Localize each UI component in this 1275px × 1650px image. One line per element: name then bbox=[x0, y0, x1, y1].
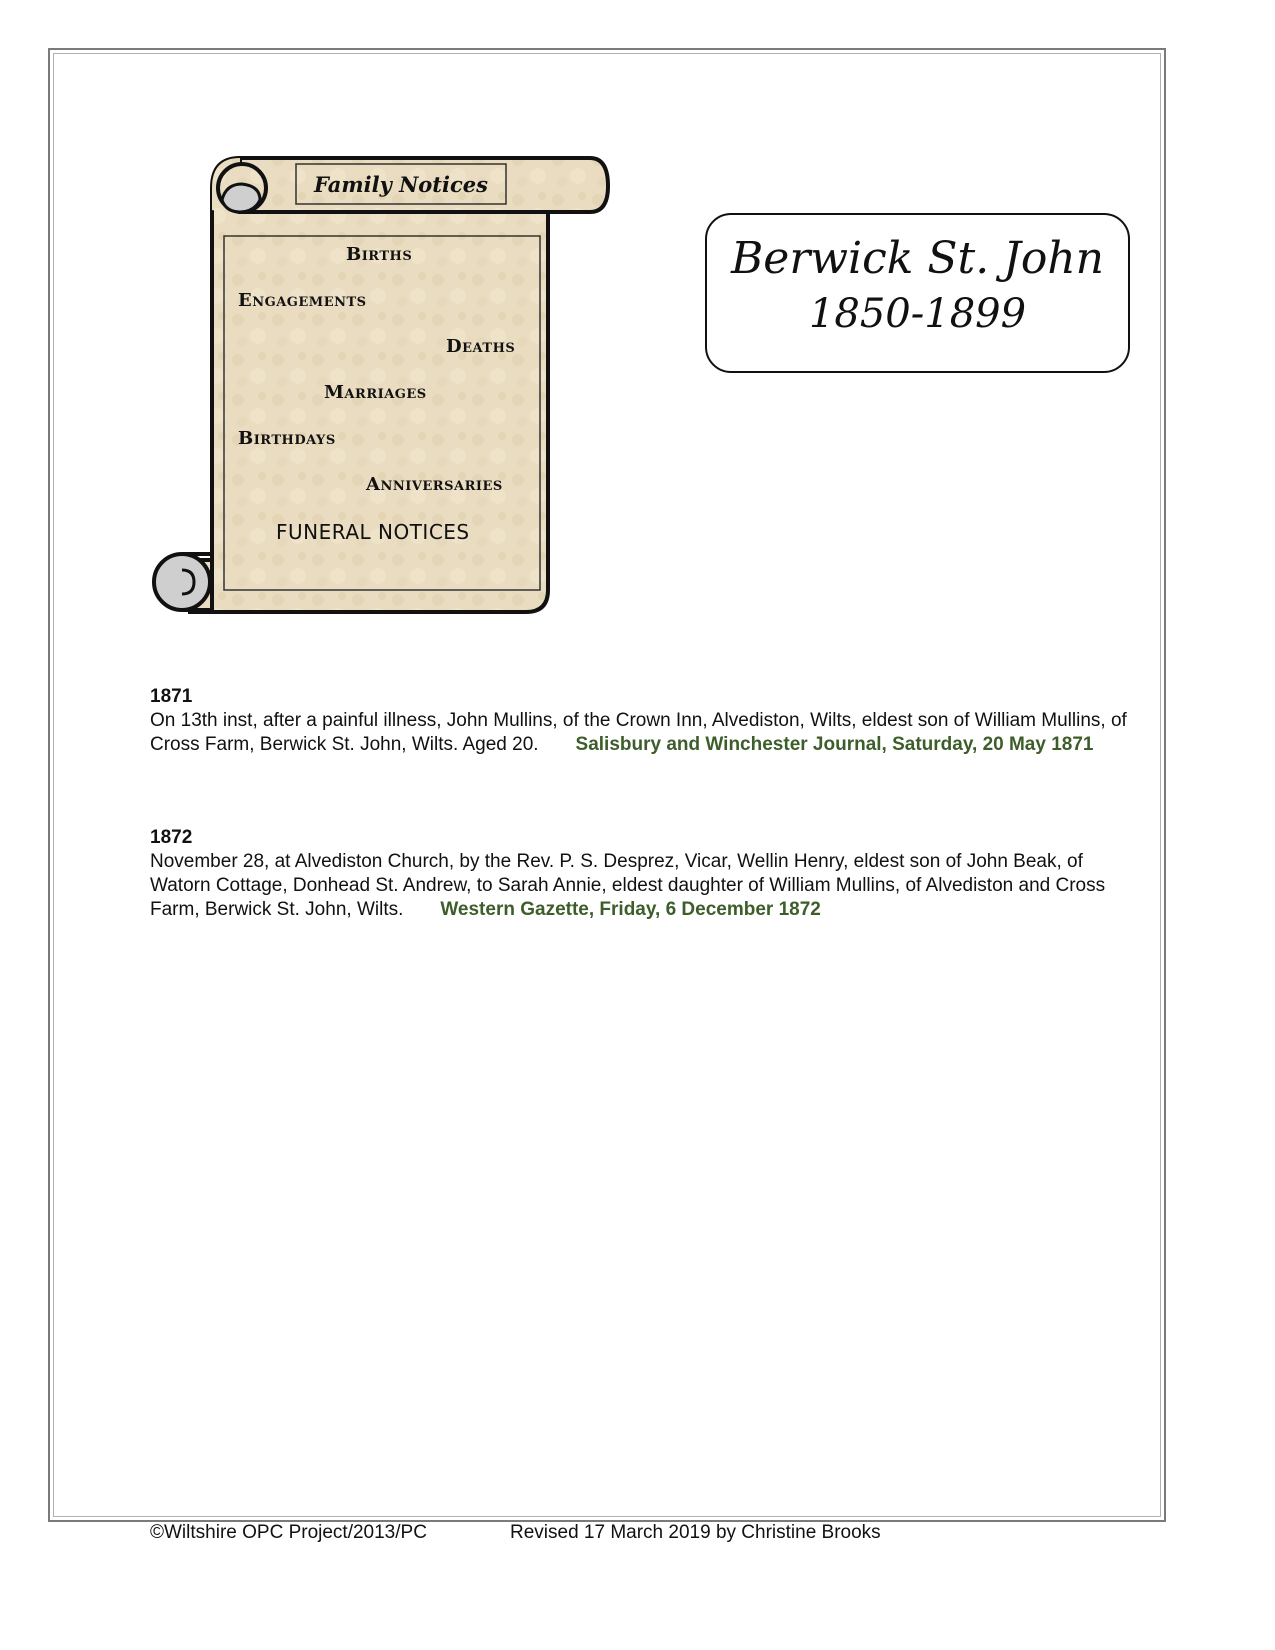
notice-engagements: Engagements bbox=[238, 290, 367, 311]
notice-marriages: Marriages bbox=[324, 382, 427, 403]
notice-funeral: FUNERAL NOTICES bbox=[276, 520, 470, 544]
entry-source: Salisbury and Winchester Journal, Saturday, 20 May 1871 bbox=[575, 734, 1094, 755]
notice-birthdays: Birthdays bbox=[238, 428, 336, 449]
entry-source: Western Gazette, Friday, 6 December 1872 bbox=[440, 899, 821, 920]
notice-entry bbox=[150, 685, 1130, 757]
scroll-heading: Family Notices bbox=[314, 171, 488, 197]
notice-anniversaries: Anniversaries bbox=[366, 474, 503, 495]
title-box bbox=[705, 213, 1130, 373]
entry-year: 1872 bbox=[150, 827, 193, 848]
entry-text: November 28, at Alvediston Church, by the Rev. P. S. Desprez, Vicar, Wellin Henry, eldest son of John Beak, of Watorn Cottage, Donhead St. Andrew, to Sarah Annie, eldest daughter of William Mullins, of Alvediston and Cross Farm, Berwick St. John, Wilts. bbox=[150, 851, 1106, 920]
notice-entry bbox=[150, 826, 1130, 922]
family-notices-scroll bbox=[150, 150, 620, 625]
entry-year: 1871 bbox=[150, 686, 193, 707]
footer-copyright: ©Wiltshire OPC Project/2013/PC bbox=[150, 1522, 427, 1543]
page-date-range: 1850-1899 bbox=[808, 291, 1027, 337]
entry-text: On 13th inst, after a painful illness, John Mullins, of the Crown Inn, Alvediston, Wilts, eldest son of William Mullins, of Cross Farm, Berwick St. John, Wilts. Aged 20. bbox=[150, 710, 1127, 755]
notice-births: Births bbox=[346, 244, 413, 265]
footer-revised: Revised 17 March 2019 by Christine Brooks bbox=[510, 1522, 881, 1543]
page-title: Berwick St. John bbox=[730, 233, 1105, 284]
notice-deaths: Deaths bbox=[446, 336, 516, 357]
